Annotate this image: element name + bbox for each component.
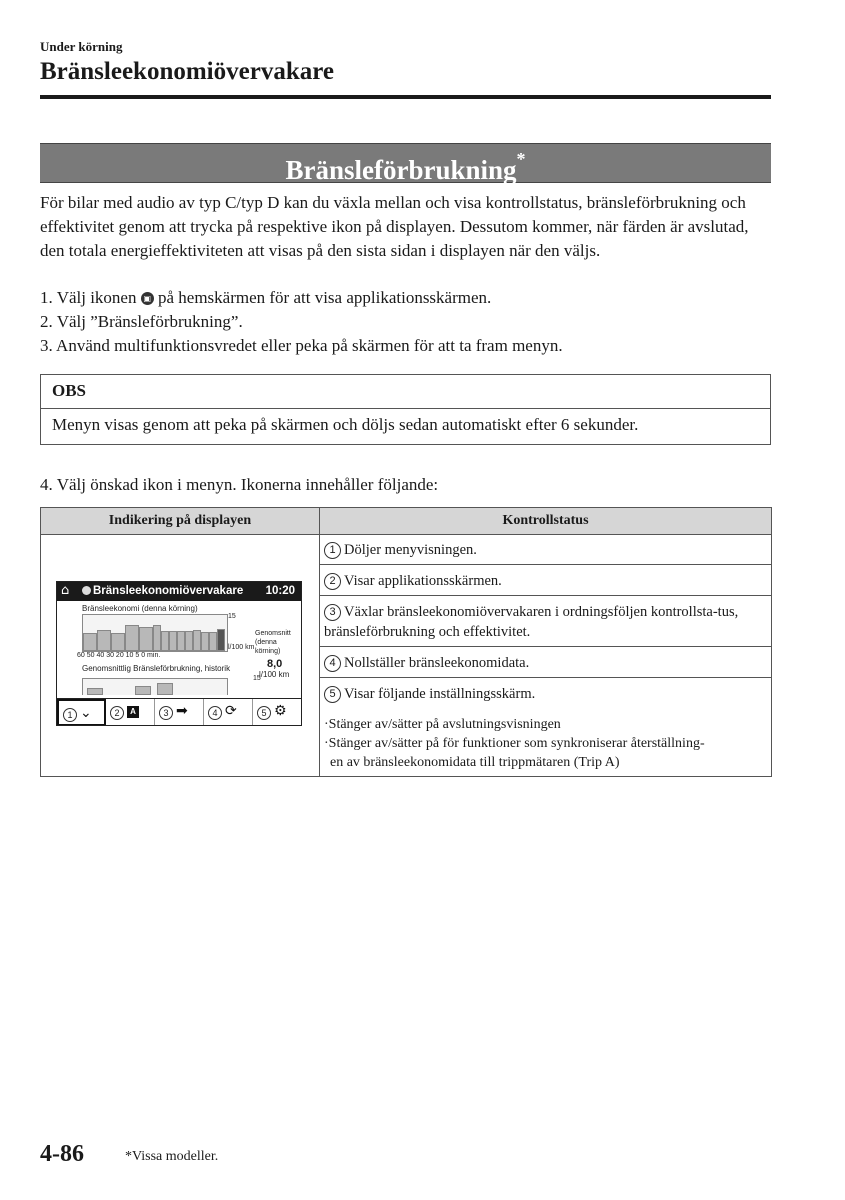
graph-bar	[111, 633, 125, 651]
avg-unit: l/100 km	[259, 670, 290, 679]
list-item: ·Stänger av/sätter på för funktioner som synkroniserar återställning-	[324, 736, 705, 751]
row-text: Växlar bränsleekonomiövervakaren i ordningsföljen kontrollsta-tus, bränsleförbrukning och effektivitet.	[324, 604, 739, 640]
intro-paragraph: För bilar med audio av typ C/typ D kan du växla mellan och visa kontrollstatus, bränsleförbrukning och effektivitet genom att trycka på respektive ikon på displayen. Dessutom kommer, när färden är avslutad, den totala energieffektiviteten att visas på den sista sidan i displayen när den väljs.	[40, 193, 749, 260]
graph-bar	[139, 627, 153, 651]
applications-icon: A	[127, 706, 139, 718]
table-header-display: Indikering på displayen	[41, 508, 319, 535]
title-rule	[40, 95, 771, 99]
note-text: Menyn visas genom att peka på skärmen och döljs sedan automatiskt efter 6 sekunder.	[52, 415, 639, 434]
note-box	[40, 374, 771, 445]
screen-title: Bränsleekonomiövervakare	[93, 585, 244, 597]
table-row	[324, 684, 769, 704]
row-text: Visar applikationsskärmen.	[344, 573, 502, 589]
model-footnote-mark: *	[516, 149, 526, 169]
section-label: Under körning	[40, 39, 123, 54]
graph-bar	[83, 633, 97, 651]
table-row	[324, 540, 769, 560]
display-illustration	[56, 581, 302, 726]
row-text: Nollställer bränsleekonomidata.	[344, 655, 530, 671]
avg-label-2: (denna	[255, 639, 277, 646]
list-item: en av bränsleekonomidata till trippmätaren (Trip A)	[330, 755, 620, 770]
gear-icon: ⚙	[274, 703, 287, 719]
row-number: 1	[324, 542, 341, 559]
menu-number: 1	[63, 708, 77, 722]
avg-label-1: Genomsnitt	[255, 630, 291, 637]
table-row	[324, 653, 769, 673]
graph-bar	[201, 632, 209, 651]
app-icon	[82, 586, 91, 595]
step-1	[40, 286, 491, 310]
step-1-text-before: 1. Välj ikonen	[40, 288, 137, 307]
section-heading-text: Bränsleförbrukning	[285, 155, 517, 185]
menu-number: 3	[159, 706, 173, 720]
graph-bar	[185, 631, 193, 651]
menu-switch-button[interactable]	[155, 699, 204, 726]
row-number: 5	[324, 686, 341, 703]
graph-bar	[161, 631, 169, 651]
step-2: 2. Välj ”Bränsleförbrukning”.	[40, 312, 243, 331]
history-label: Genomsnittlig Bränsleförbrukning, historik	[82, 664, 231, 673]
section-heading	[40, 143, 771, 183]
graph-bar	[97, 630, 111, 651]
menu-number: 4	[208, 706, 222, 720]
note-title: OBS	[52, 381, 87, 400]
row-divider	[320, 677, 771, 678]
menu-reset-button[interactable]	[204, 699, 253, 726]
switch-page-icon: ➡	[176, 703, 188, 719]
history-graph	[82, 678, 228, 695]
graph-bar	[177, 631, 185, 651]
menu-number: 2	[110, 706, 124, 720]
list-item: ·Stänger av/sätter på avslutningsvisningen	[324, 717, 561, 732]
reset-icon: ⟳	[225, 703, 237, 719]
graph-bar	[169, 631, 177, 651]
table-row	[324, 602, 769, 642]
graph-bar	[153, 625, 161, 651]
menu-applications-button[interactable]	[106, 699, 155, 726]
row-divider	[320, 564, 771, 565]
step-3: 3. Använd multifunktionsvredet eller peka på skärmen för att ta fram menyn.	[40, 336, 563, 355]
graph-label: Bränsleekonomi (denna körning)	[82, 604, 198, 613]
unit-label: l/100 km	[228, 644, 255, 651]
table-row	[324, 571, 769, 591]
row-text: Visar följande inställningsskärm.	[344, 686, 536, 702]
graph-bar	[193, 630, 201, 651]
menu-settings-button[interactable]	[253, 699, 301, 726]
settings-list	[324, 715, 769, 772]
row-text: Döljer menyvisningen.	[344, 542, 477, 558]
step-4: 4. Välj önskad ikon i menyn. Ikonerna innehåller följande:	[40, 475, 439, 494]
fuel-economy-graph	[82, 614, 228, 652]
graph-bar	[157, 683, 173, 695]
screen-clock: 10:20	[265, 585, 295, 597]
step-1-text-after: på hemskärmen för att visa applikationsskärmen.	[157, 288, 492, 307]
footnote: *Vissa modeller.	[125, 1149, 219, 1164]
row-number: 2	[324, 573, 341, 590]
scale-15: 15	[228, 613, 236, 620]
graph-bar	[217, 629, 225, 651]
graph-bar	[87, 688, 103, 695]
avg-value: 8,0	[267, 658, 283, 670]
page-number: 4-86	[40, 1141, 84, 1167]
graph-bar	[125, 625, 139, 651]
menu-number: 5	[257, 706, 271, 720]
avg-label-3: körning)	[255, 648, 281, 655]
home-icon: ⌂	[61, 583, 70, 598]
row-number: 3	[324, 604, 341, 621]
chevron-down-icon: ⌄	[80, 705, 92, 721]
page-title: Bränsleekonomiövervakare	[40, 58, 334, 85]
time-axis: 60 50 40 30 20 10 5 0 min.	[77, 652, 161, 659]
menu-hide-button[interactable]	[57, 699, 106, 726]
graph-bar	[135, 686, 151, 695]
table-header-status: Kontrollstatus	[320, 508, 771, 535]
screen-menu	[57, 698, 301, 726]
note-divider	[41, 408, 770, 409]
row-number: 4	[324, 655, 341, 672]
scale-15b: 15	[253, 675, 261, 682]
applications-icon: ▣	[141, 292, 154, 305]
column-divider	[319, 508, 320, 776]
row-divider	[320, 646, 771, 647]
graph-bar	[209, 632, 217, 651]
row-divider	[320, 595, 771, 596]
screen-header	[57, 582, 301, 601]
